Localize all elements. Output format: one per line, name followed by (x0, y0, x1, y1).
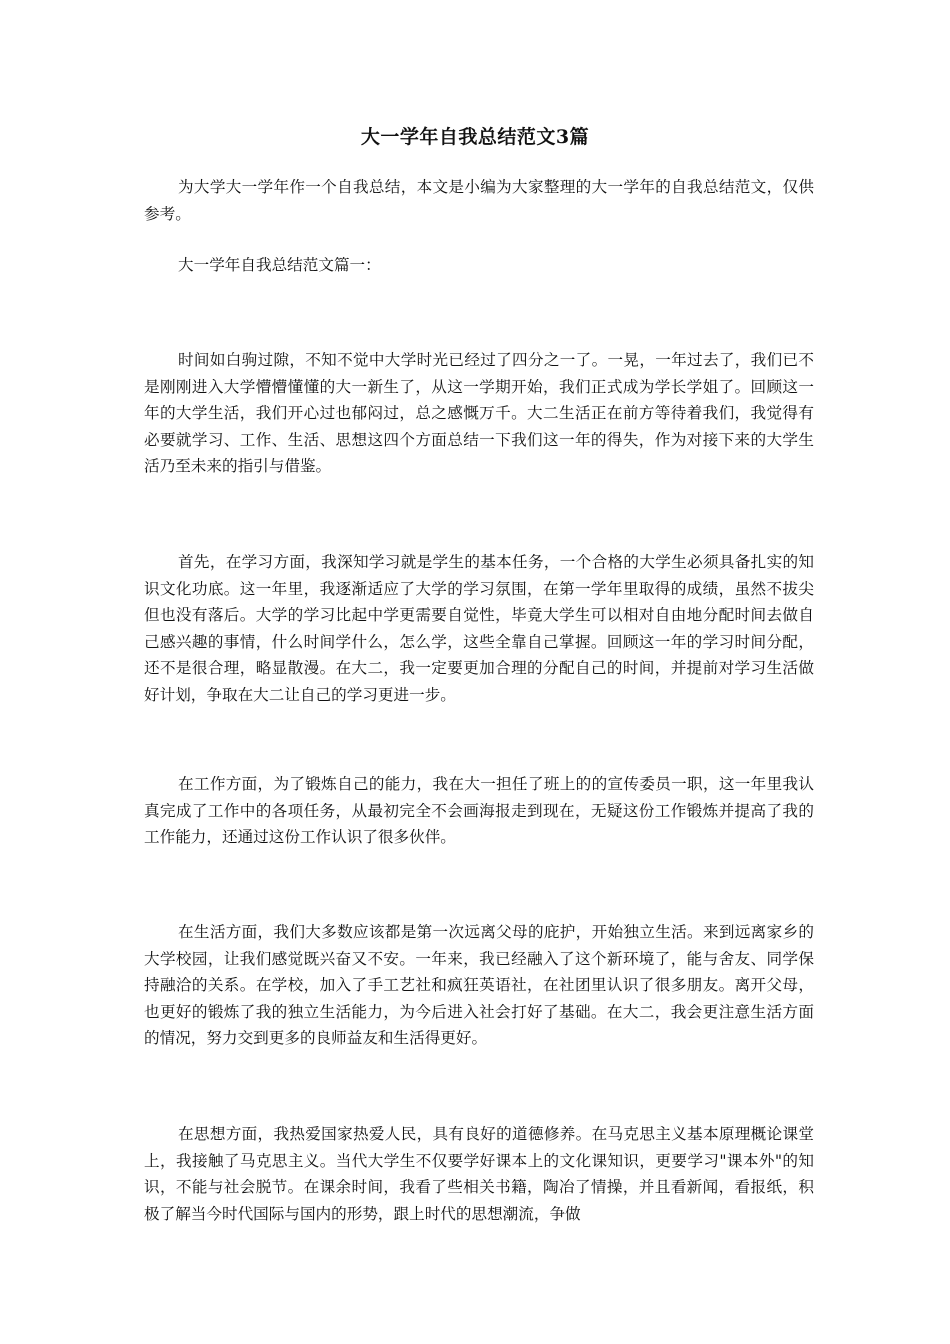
section-heading: 大一学年自我总结范文篇一： (178, 256, 381, 274)
body-paragraph: 时间如白驹过隙，不知不觉中大学时光已经过了四分之一了。一晃，一年过去了，我们已不是刚刚进入大学懵懵懂懂的大一新生了，从这一学期开始，我们正式成为学长学姐了。回顾这一年的大学生活，我们开心过也郁闷过，总之感慨万千。大二生活正在前方等待着我们，我觉得有必要就学习、工作、生活、思想这四个方面总结一下我们这一年的得失，作为对接下来的大学生活乃至未来的指引与借鉴。 (144, 351, 814, 476)
body-paragraph: 首先，在学习方面，我深知学习就是学生的基本任务，一个合格的大学生必须具备扎实的知识文化功底。这一年里，我逐渐适应了大学的学习氛围，在第一学年里取得的成绩，虽然不拔尖但也没有落后。大学的学习比起中学更需要自觉性，毕竟大学生可以相对自由地分配时间去做自己感兴趣的事情，什么时间学什么，怎么学，这些全靠自己掌握。回顾这一年的学习时间分配，还不是很合理，略显散漫。在大二，我一定要更加合理的分配自己的时间，并提前对学习生活做好计划，争取在大二让自己的学习更进一步。 (144, 553, 814, 704)
body-paragraph: 在工作方面，为了锻炼自己的能力，我在大一担任了班上的的宣传委员一职，这一年里我认真完成了工作中的各项任务，从最初完全不会画海报走到现在，无疑这份工作锻炼并提高了我的工作能力，还通过这份工作认识了很多伙伴。 (144, 775, 814, 847)
intro-paragraph: 为大学大一学年作一个自我总结，本文是小编为大家整理的大一学年的自我总结范文，仅供参考。 (144, 178, 814, 223)
body-paragraph: 在生活方面，我们大多数应该都是第一次远离父母的庇护，开始独立生活。来到远离家乡的大学校园，让我们感觉既兴奋又不安。一年来，我已经融入了这个新环境了，能与舍友、同学保持融洽的关系。在学校，加入了手工艺社和疯狂英语社，在社团里认识了很多朋友。离开父母，也更好的锻炼了我的独立生活能力，为今后进入社会打好了基础。在大二，我会更注意生活方面的情况，努力交到更多的良师益友和生活得更好。 (144, 923, 814, 1048)
body-paragraph: 在思想方面，我热爱国家热爱人民，具有良好的道德修养。在马克思主义基本原理概论课堂上，我接触了马克思主义。当代大学生不仅要学好课本上的文化课知识，更要学习"课本外"的知识，不能与社会脱节。在课余时间，我看了些相关书籍，陶冶了情操，并且看新闻，看报纸，积极了解当今时代国际与国内的形势，跟上时代的思想潮流，争做 (144, 1125, 814, 1223)
document-title: 大一学年自我总结范文3篇 (360, 126, 590, 148)
